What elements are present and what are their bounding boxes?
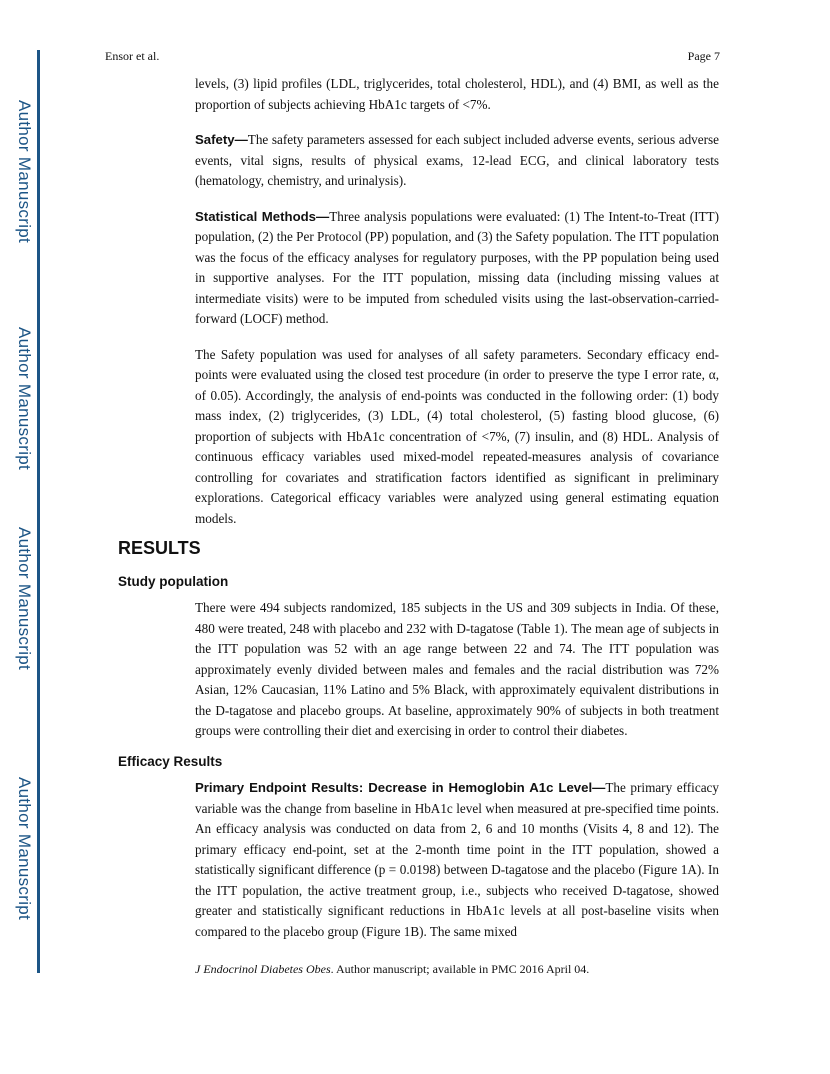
primary-endpoint-text: The primary efficacy variable was the change from baseline in HbA1c level when measured at pre-specified time points. An efficacy analysis was conducted on data from 2, 6 and 10 months (Visits 4, 8 and 12). The primary efficacy end-point, set at the 2-month time point in the ITT population, showed a statistically significant difference (p = 0.0198) between D-tagatose and the placebo (Figure 1A). In the ITT population, the active treatment group, i.e., subjects who received D-tagatose, showed greater and statistically significant reductions in HbA1c levels at all post-baseline visits when compared to the placebo group (Figure 1B). The same mixed: [195, 780, 719, 939]
primary-endpoint-paragraph: [195, 778, 719, 942]
statistical-methods-heading: Statistical Methods—: [195, 208, 330, 224]
footer-journal-name: J Endocrinol Diabetes Obes: [195, 962, 331, 976]
author-manuscript-watermark: Author Manuscript: [15, 527, 34, 671]
safety-population-text: The Safety population was used for analyses of all safety parameters. Secondary efficacy end-points were evaluated using the closed test procedure (in order to preserve the type I error rate, α, of 0.05). Accordingly, the analysis of end-points was conducted in the following order: (1) body mass index, (2) triglycerides, (3) LDL, (4) total cholesterol, (5) fasting blood glucose, (6) proportion of subjects with HbA1c concentration of <7%, (7) insulin, and (8) HDL. Analysis of continuous efficacy variables used mixed-model repeated-measures analysis of covariance controlling for covariates and stratification factors identified as significant in preliminary explorations. Categorical efficacy variables were analyzed using general estimating equation models.: [195, 346, 719, 526]
author-manuscript-watermark: Author Manuscript: [15, 327, 34, 471]
header-citation: Ensor et al.: [105, 49, 160, 63]
safety-population-paragraph: [195, 345, 719, 530]
statistical-methods-paragraph: [195, 207, 719, 330]
intro-paragraph-text: levels, (3) lipid profiles (LDL, triglycerides, total cholesterol, HDL), and (4) BMI, as well as the proportion of subjects achieving HbA1c targets of <7%.: [195, 76, 719, 112]
footer-availability-text: . Author manuscript; available in PMC 2016 April 04.: [330, 962, 590, 976]
sidebar-rule: [37, 50, 40, 973]
primary-endpoint-heading: Primary Endpoint Results: Decrease in Hemoglobin A1c Level—: [195, 780, 606, 795]
running-header: [105, 49, 720, 64]
efficacy-results-heading: Efficacy Results: [118, 753, 223, 769]
author-manuscript-watermark: Author Manuscript: [15, 777, 34, 921]
safety-paragraph: [195, 130, 719, 192]
study-population-heading: Study population: [118, 573, 229, 589]
safety-heading: Safety—: [195, 132, 248, 147]
page-footer: [195, 962, 589, 977]
safety-text: The safety parameters assessed for each subject included adverse events, serious adverse events, vital signs, results of physical exams, 12-lead ECG, and clinical laboratory tests (hematology, chemistry, and urinalysis).: [195, 132, 719, 188]
intro-paragraph: [195, 74, 719, 115]
statistical-methods-text: Three analysis populations were evaluated: (1) The Intent-to-Treat (ITT) population, (2) the Per Protocol (PP) population, and (3) the Safety population. The ITT population was the focus of the efficacy analyses for regulatory purposes, with the PP population being used in supportive analyses. For the ITT population, missing data (including missing values at intermediate visits) were to be imputed from scheduled visits using the last-observation-carried-forward (LOCF) method.: [195, 208, 719, 326]
study-population-text: There were 494 subjects randomized, 185 subjects in the US and 309 subjects in India. Of these, 480 were treated, 248 with placebo and 232 with D-tagatose (Table 1). The mean age of subjects in the ITT population was 52 with an age range between 22 and 74. The ITT population was approximately evenly divided between males and females and the racial distribution was 72% Asian, 12% Caucasian, 11% Latino and 5% Black, with approximately equivalent distributions in the D-tagatose and placebo groups. At baseline, approximately 90% of subjects in both treatment groups were controlling their diet and exercising in order to control their diabetes.: [195, 600, 719, 738]
study-population-paragraph: [195, 598, 719, 742]
body-column: [118, 74, 719, 957]
header-page-number: Page 7: [687, 49, 720, 63]
author-manuscript-watermark: Author Manuscript: [15, 100, 34, 244]
results-heading: RESULTS: [118, 538, 201, 558]
